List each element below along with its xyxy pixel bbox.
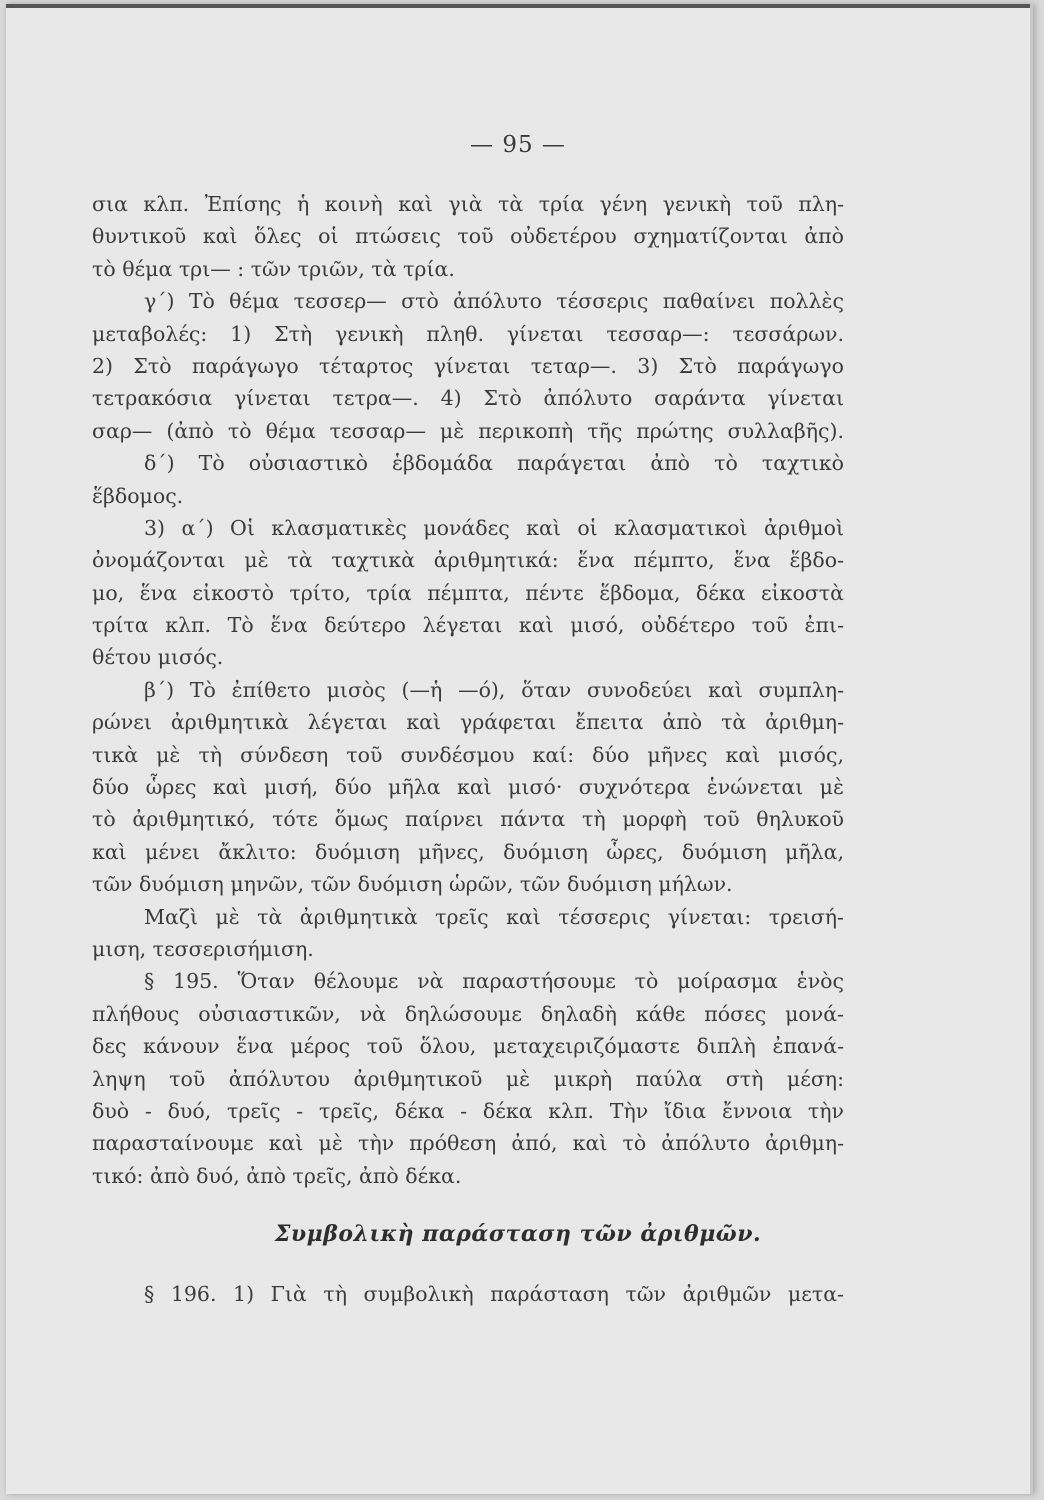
text-line: πλήθους οὐσιαστικῶν, νὰ δηλώσουμε δηλαδὴ κάθε πόσες μονά-: [92, 1001, 844, 1026]
text-line: μιση, τεσσερισήμιση.: [92, 936, 314, 961]
text-line: παρασταίνουμε καὶ μὲ τὴν πρόθεση ἀπό, καὶ τὸ ἀπόλυτο ἀριθμη-: [92, 1131, 844, 1156]
section-heading: Συμβολικὴ παράσταση τῶν ἀριθμῶν.: [274, 1221, 762, 1247]
text-line: μεταβολές: 1) Στὴ γενικὴ πληθ. γίνεται τεσσαρ—: τεσσάρων.: [92, 321, 844, 346]
text-line: 2) Στὸ παράγωγο τέταρτος γίνεται τεταρ—. 3) Στὸ παράγωγο: [92, 353, 844, 378]
book-page: [6, 4, 1033, 1494]
text-line: τετρακόσια γίνεται τετρα—. 4) Στὸ ἀπόλυτο σαράντα γίνεται: [92, 386, 844, 411]
text-line: θέτου μισός.: [92, 645, 224, 670]
text-line: δες κάνουν ἕνα μέρος τοῦ ὅλου, μεταχειριζόμαστε διπλὴ ἐπανά-: [92, 1034, 844, 1059]
text-line: τικό: ἀπὸ δυό, ἀπὸ τρεῖς, ἀπὸ δέκα.: [92, 1163, 462, 1188]
text-line: ὀνομάζονται μὲ τὰ ταχτικὰ ἀριθμητικά: ἕνα πέμπτο, ἕνα ἕβδο-: [92, 548, 844, 573]
final-paragraph: [92, 1278, 844, 1310]
text-line: δύο ὧρες καὶ μισή, δύο μῆλα καὶ μισό· συχνότερα ἑνώνεται μὲ: [92, 775, 844, 800]
page-number: — 95 —: [470, 132, 566, 158]
text-line: δυὸ - δυό, τρεῖς - τρεῖς, δέκα - δέκα κλπ. Τὴν ἴδια ἔννοια τὴν: [92, 1098, 844, 1123]
text-line: καὶ μένει ἄκλιτο: δυόμιση μῆνες, δυόμιση ὧρες, δυόμιση μῆλα,: [92, 839, 844, 864]
text-line: σαρ— (ἀπὸ τὸ θέμα τεσσαρ— μὲ περικοπὴ τῆς πρώτης συλλαβῆς).: [92, 418, 844, 443]
text-line: Μαζὶ μὲ τὰ ἀριθμητικὰ τρεῖς καὶ τέσσερις γίνεται: τρεισή-: [144, 904, 844, 929]
text-line: δ΄) Τὸ οὐσιαστικὸ ἑβδομάδα παράγεται ἀπὸ τὸ ταχτικὸ: [144, 451, 844, 476]
page-top-edge: [6, 4, 1030, 8]
text-line: ληψη τοῦ ἀπόλυτου ἀριθμητικοῦ μὲ μικρὴ παύλα στὴ μέση:: [92, 1066, 844, 1091]
body-text: [92, 188, 844, 1192]
text-line: σια κλπ. Ἐπίσης ἡ κοινὴ καὶ γιὰ τὰ τρία γένη γενικὴ τοῦ πλη-: [92, 192, 844, 216]
text-line: τὸ θέμα τρι— : τῶν τριῶν, τὰ τρία.: [92, 256, 455, 281]
text-line: 3) α΄) Οἱ κλασματικὲς μονάδες καὶ οἱ κλασματικοὶ ἀριθμοὶ: [144, 515, 844, 540]
text-line: τῶν δυόμιση μηνῶν, τῶν δυόμιση ὡρῶν, τῶν δυόμιση μήλων.: [92, 872, 733, 897]
text-line: θυντικοῦ καὶ ὅλες οἱ πτώσεις τοῦ οὐδετέρου σχηματίζονται ἀπὸ: [92, 224, 844, 249]
text-line: § 196. 1) Γιὰ τὴ συμβολικὴ παράσταση τῶν ἀριθμῶν μετα-: [144, 1282, 844, 1306]
text-line: τὸ ἀριθμητικό, τότε ὅμως παίρνει πάντα τὴ μορφὴ τοῦ θηλυκοῦ: [92, 807, 844, 832]
text-line: β΄) Τὸ ἐπίθετο μισὸς (—ἡ —ό), ὅταν συνοδεύει καὶ συμπλη-: [144, 677, 844, 702]
text-line: τικὰ μὲ τὴ σύνδεση τοῦ συνδέσμου καί: δύο μῆνες καὶ μισός,: [92, 742, 844, 767]
text-line: ρώνει ἀριθμητικὰ λέγεται καὶ γράφεται ἔπειτα ἀπὸ τὰ ἀριθμη-: [92, 710, 844, 735]
text-line: § 195. Ὅταν θέλουμε νὰ παραστήσουμε τὸ μοίρασμα ἑνὸς: [144, 969, 844, 994]
text-line: τρίτα κλπ. Τὸ ἕνα δεύτερο λέγεται καὶ μισό, οὐδέτερο τοῦ ἐπι-: [92, 613, 844, 638]
text-line: μο, ἕνα εἰκοστὸ τρίτο, τρία πέμπτα, πέντε ἕβδομα, δέκα εἰκοστὰ: [92, 580, 844, 605]
text-line: ἕβδομος.: [92, 483, 184, 508]
text-line: γ΄) Τὸ θέμα τεσσερ— στὸ ἀπόλυτο τέσσερις παθαίνει πολλὲς: [144, 289, 844, 314]
